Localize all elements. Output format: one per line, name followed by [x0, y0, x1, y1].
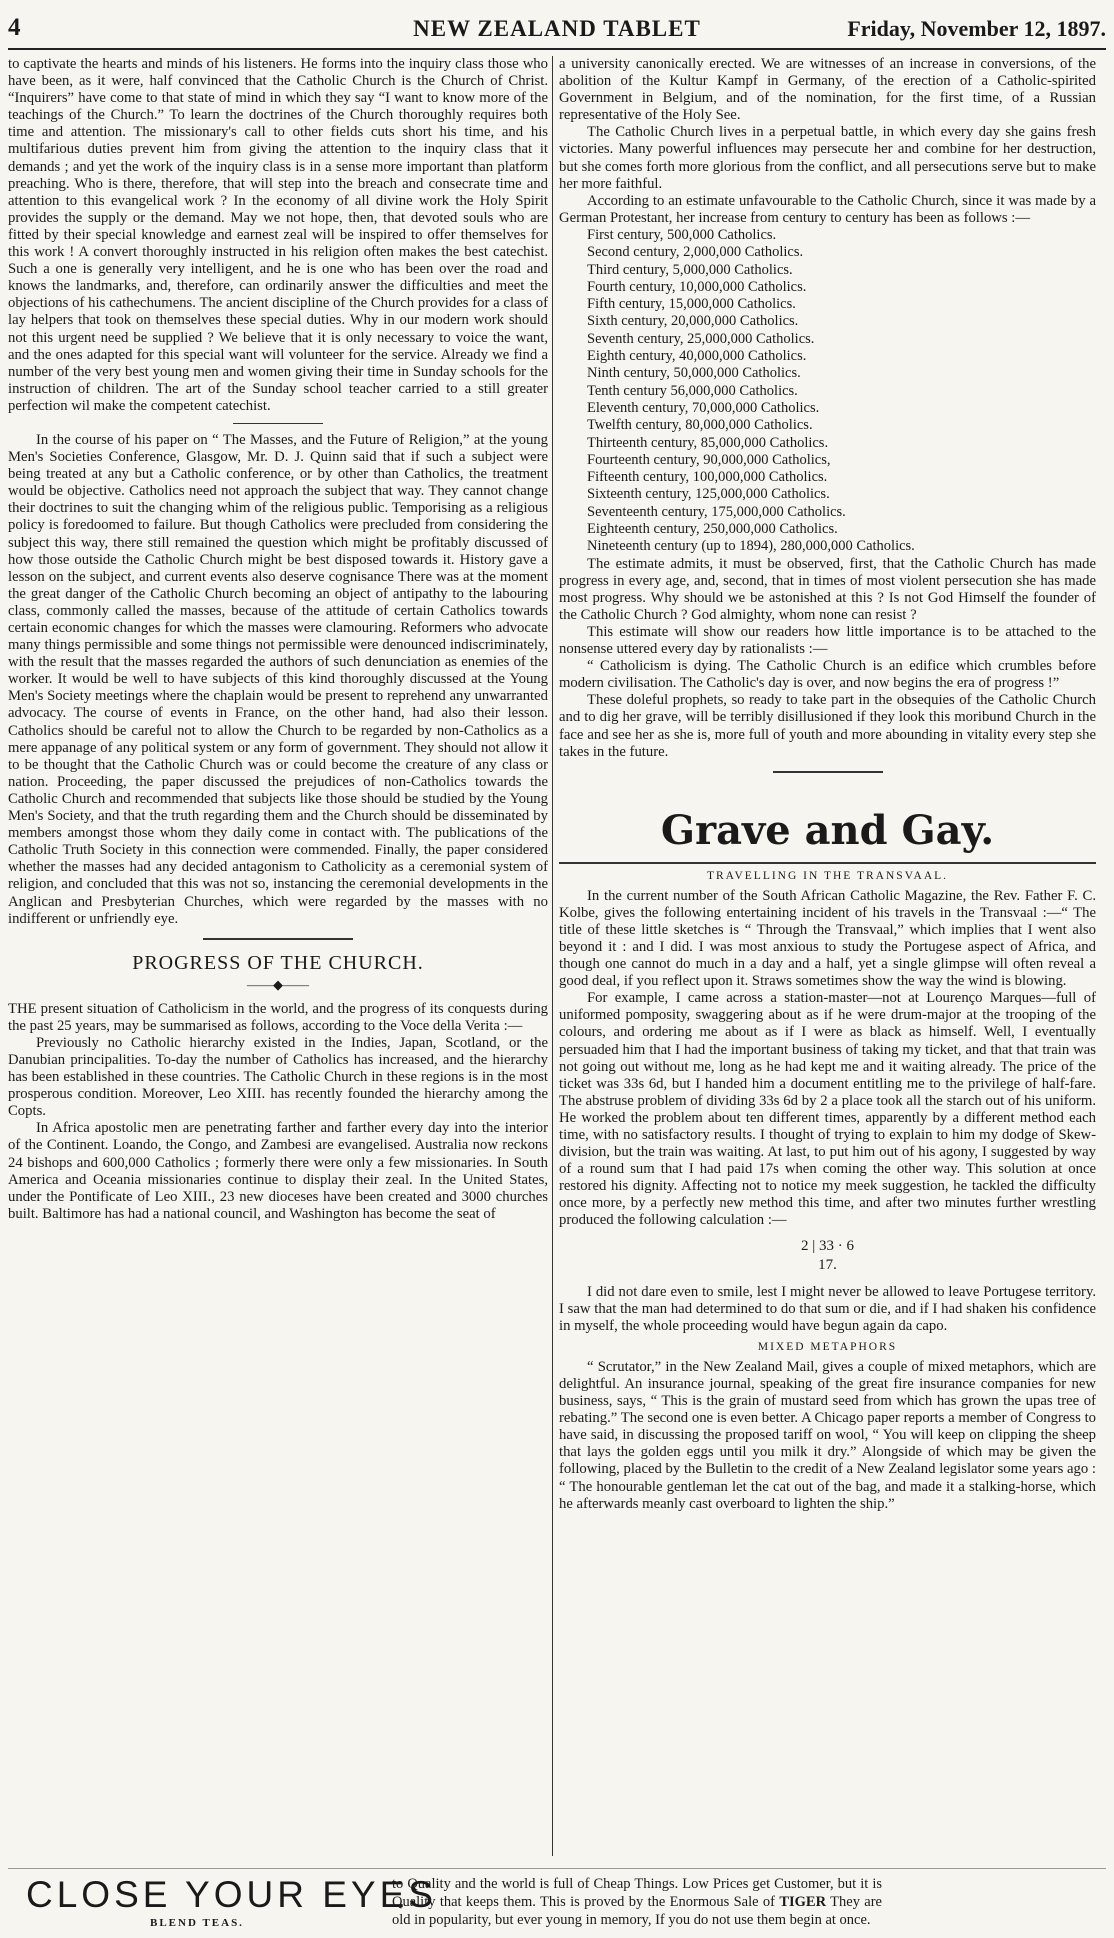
column-divider [552, 56, 553, 1856]
left-column [8, 56, 548, 1856]
estimate-intro: According to an estimate unfavourable to the Catholic Church, since it was made by a German Protestant, her increase from century to century has been as follows :— [559, 192, 1096, 226]
masses-paragraph: In the course of his paper on “ The Masses, and the Future of Religion,” at the young Men's Societies Conference, Glasgow, Mr. D. J. Quinn said that if such a subject were being treated at any but a Catholic conference, or by other than Catholics, the treatment would be objective. Catholics need not approach the subject that way. They cannot change their doctrines to suit the changing whim of the religious public. Temporising as a religious policy is foredoomed to failure. But though Catholics were precluded from considering the subject this way, there still remained the question which might be profitably discussed of how those outside the Catholic Church might be best disposed towards it. History gave a lesson on the subject, and current events also deserve cognisance There was at the moment the great danger of the Catholic Church becoming an object of antipathy to the labouring class, commonly called the masses, because of the attitude of certain Catholics towards certain economic changes for which the masses were clamouring. Reformers who advocate many things permissible and some things not permissible were denounced indiscriminately, with the result that the masses regarded the authors of such denunciation as enemies of the worker. It would be well to have subjects of this kind thoroughly discussed at the Young Men's Society meetings where the chaplain would be present to reprehend any unwarranted advocacy. The course of events in France, on the other hand, had also their lesson. Catholics should be careful not to allow the Church to be regarded by non-Catholics as a mere appanage of any political system or any form of government. They should not allow it to be thought that the Catholic Church was or could become the creature of any class or nation. Proceeding, the paper discussed the prejudices of non-Catholics towards the Catholic Church and recommended that subjects like those should be studied by the Young Men's Society, and that the truth regarding them and the Church should be disseminated by members amongst those whom they daily come in contact with. The publications of the Catholic Truth Society in this connection were commended. Finally, the paper considered whether the masses had any decided antagonism to Catholicity as a ceremonial system of religion, and concluded that this was not so, instancing the ceremonial developments in the Anglican and Presbyterian Churches, which were regarded by the masses with no indifferent or unfriendly eye. [8, 431, 548, 927]
list-item: Seventeenth century, 175,000,000 Catholics. [587, 503, 846, 520]
century-list [559, 227, 1096, 556]
travelling-heading: TRAVELLING IN THE TRANSVAAL. [706, 869, 949, 882]
list-item: Nineteenth century (up to 1894), 280,000,000 Catholics. [587, 538, 915, 555]
ad-body-text: to Quality and the world is full of Cheap Things. Low Prices get Customer, but it is Quality that keeps them. This is proved by the Enormous Sale of [392, 1876, 882, 1910]
list-item: Seventh century, 25,000,000 Catholics. [587, 330, 815, 347]
list-item: First century, 500,000 Catholics. [587, 226, 777, 243]
list-item: Third century, 5,000,000 Catholics. [587, 261, 793, 278]
ad-brand: TIGER [779, 1894, 827, 1910]
grave-and-gay-heading: Grave and Gay. [660, 806, 995, 854]
section-rule [773, 771, 883, 773]
list-item: Sixth century, 20,000,000 Catholics. [587, 313, 799, 330]
prophets-paragraph: These doleful prophets, so ready to take part in the obsequies of the Catholic Church and to dig her grave, will be terribly disillusioned if they look this moribund Church in the face and see her as she is, more full of youth and more abounding in vitality every step she takes in the future. [559, 692, 1096, 760]
list-item: Twelfth century, 80,000,000 Catholics. [587, 417, 813, 434]
calculation-result: 17. [818, 1256, 837, 1273]
da-capo-paragraph: I did not dare even to smile, lest I might never be allowed to leave Portugese territory. I saw that the man had determined to do that sum or die, and if I had shaken his confidence in myself, the whole proceeding would have begun again da capo. [559, 1283, 1096, 1334]
ad-body-text-2: They are old in popularity, but ever young in memory, If you do not use them begin at once. [392, 1894, 882, 1928]
ornament-divider: ——◆—— [247, 976, 309, 992]
list-item: Thirteenth century, 85,000,000 Catholics. [587, 434, 829, 451]
page-number: 4 [8, 14, 21, 41]
list-item: Fourth century, 10,000,000 Catholics. [587, 278, 807, 295]
list-item: Eighteenth century, 250,000,000 Catholics. [587, 520, 838, 537]
ad-body [392, 1875, 882, 1929]
calculation-line: 2 | 33 · 6 [801, 1237, 854, 1254]
list-item: Ninth century, 50,000,000 Catholics. [587, 365, 801, 382]
ad-headline: CLOSE YOUR EYES [26, 1874, 437, 1915]
list-item: Eighth century, 40,000,000 Catholics. [587, 348, 807, 365]
metaphors-paragraph: “ Scrutator,” in the New Zealand Mail, gives a couple of mixed metaphors, which are delightful. An insurance journal, speaking of the great fire insurance companies for new business, says, “ This is the grain of mustard seed from which has grown the upas tree of rebating.” The second one is even better. A Chicago paper reports a member of Congress to have said, in discussing the proposed tariff on wool, “ You will keep on clipping the sheep that lays the golden eggs until you milk it dry.” Alongside of which may be given the following, placed by the Bulletin to the credit of a New Zealand legislator some years ago : “ The honourable gentleman let the cat out of the bag, and made it a stalking-horse, which he afterwards meanly cast overboard to lighten the ship.” [559, 1358, 1096, 1512]
ad-subhead: BLEND TEAS. [150, 1917, 244, 1929]
progress-heading: PROGRESS OF THE CHURCH. [132, 951, 424, 974]
transvaal-paragraph: In the current number of the South African Catholic Magazine, the Rev. Father F. C. Kolbe, gives the following entertaining incident of his travels in the Transvaal :—“ The title of these little sketches is “ Through the Transvaal,” which implies that I went also beyond it : and I did. I was most anxious to study the Portugese aspect of Africa, and though one cannot do much in a day and a half, yet a single glimpse will often reveal a good deal, if you reflect upon it. Straws sometimes show the way the wind is blowing. [559, 887, 1096, 990]
list-item: Fourteenth century, 90,000,000 Catholics, [587, 451, 831, 468]
list-item: Eleventh century, 70,000,000 Catholics. [587, 399, 820, 416]
quote-paragraph: “ Catholicism is dying. The Catholic Church is an edifice which crumbles before modern civilisation. The Catholic's day is over, and now begins the era of progress !” [559, 658, 1096, 692]
africa-paragraph: In Africa apostolic men are penetrating farther and farther every day into the interior of the Continent. Loando, the Congo, and Zambesi are evangelised. Australia now reckons 24 bishops and 600,000 Catholics ; formerly there were only a few missionaries. In South America and Oceania missionaries continue to display their zeal. In the United States, under the Pontificate of Leo XIII., 23 new dioceses have been created and 3000 churches built. Baltimore has had a national council, and Washington has become the seat of [8, 1120, 548, 1222]
page-header [8, 14, 1106, 50]
mixed-metaphors-heading: MIXED METAPHORS [757, 1340, 898, 1353]
station-master-paragraph: For example, I came across a station-master—not at Lourenço Marques—full of uniformed pomposity, swaggering about as if he were drum-major at the trooping of the colours, and ordering me about as if I were as black as himself. Well, I eventually persuaded him that I had the important business of taking my ticket, and that that train was not going out without me, long as he had kept me and it waiting already. The price of the ticket was 33s 6d, but I handed him a document entitling me to the privilege of half-fare. The abstruse problem of dividing 33s 6d by 2 a place took all the starch out of his uniform. He worked the problem about ten different times, apparently by a different method each time, with no satisfactory results. I thought of trying to explain to him my dodge of Skew-division, but the train was waiting. At last, to put him out of his agony, I suggested by way of a round sum that I had paid 17s when coming the other way. This solution at once restored his dignity. Affecting not to notice my meek suggestion, he tackled the difficulty once more, by a perfectly new method this time, and after two minutes further wrestling produced the following calculation :— [559, 990, 1096, 1229]
list-item: Tenth century 56,000,000 Catholics. [587, 382, 798, 399]
short-rule [233, 423, 323, 424]
heading-rule [559, 862, 1096, 864]
list-item: Sixteenth century, 125,000,000 Catholics. [587, 486, 830, 503]
list-item: Second century, 2,000,000 Catholics. [587, 244, 804, 261]
progress-intro: THE present situation of Catholicism in the world, and the progress of its conquests during the past 25 years, may be summarised as follows, according to the Voce della Verita :— [8, 1000, 548, 1034]
section-rule [203, 938, 353, 940]
hierarchy-paragraph: Previously no Catholic hierarchy existed in the Indies, Japan, Scotland, or the Danubian principalities. To-day the number of Catholics has increased, and the hierarchy has been established in these countries. The Catholic Church in these regions is in the most prosperous condition. Moreover, Leo XIII. has recently founded the hierarchy among the Copts. [8, 1034, 548, 1120]
list-item: Fifth century, 15,000,000 Catholics. [587, 296, 796, 313]
university-paragraph: a university canonically erected. We are witnesses of an increase in conversions, of the abolition of the Kultur Kampf in Germany, of the erection of a Catholic-spirited Government in Belgium, and of the nomination, for the first time, of a Russian representative of the Holy See. [559, 56, 1096, 124]
list-item: Fifteenth century, 100,000,000 Catholics. [587, 469, 828, 486]
battle-paragraph: The Catholic Church lives in a perpetual battle, in which every day she gains fresh victories. Many powerful influences may persecute her and combine for her destruction, but she comes forth more glorious from the conflict, and all persecutions serve but to make her more faithful. [559, 124, 1096, 192]
right-column [559, 56, 1096, 1856]
rationalists-paragraph: This estimate will show our readers how little importance is to be attached to the nonsense uttered every day by rationalists :— [559, 623, 1096, 658]
masthead-title: NEW ZEALAND TABLET [413, 16, 701, 41]
inquiry-class-paragraph: to captivate the hearts and minds of his listeners. He forms into the inquiry class those who have been, as it were, half convinced that the Catholic Church is the Church of Christ. “Inquirers” have come to that state of mind in which they say “I want to know more of the teachings of the Church.” To learn the doctrines of the Church thoroughly requires both time and attention. The missionary's call to other fields cuts short his time, and his multifarious duties prevent him from giving the attention to the inquiry class that it demands ; and yet the work of the inquiry class is in a sense more important than platform preaching. Who is there, therefore, that will step into the breach and consecrate time and attention to this evangelical work ? In the economy of all divine work the Holy Spirit provides the supply or the demand. May we not hope, then, that devoted souls who are fitted by their special knowledge and earnest zeal will be inspired to offer themselves for this work ! A convert thoroughly instructed in his religion often makes the best catechist. Such a one is generally very intelligent, and he is one who has been over the road and knows the landmarks, and, therefore, can ordinarily answer the difficulties and meet the objections of his cathechumens. The ancient discipline of the Church provides for a class of lay helpers that took on themselves these special duties. Why in our modern work should not this urgent need be supplied ? We believe that it is only necessary to voice the want, and the ones adapted for this special want will volunteer for the service. Already we find a number of the very best young men and women giving their time in Sunday schools for the instruction of children. The art of the Sunday school teacher carried to a still greater perfection wil make the competent catechist. [8, 56, 548, 414]
estimate-admits-paragraph: The estimate admits, it must be observed, first, that the Catholic Church has made progress in every age, and, second, that in times of most violent persecution she has made most progress. Why should we be astonished at this ? Is not God Himself the founder of the Catholic Church ? God almighty, whom none can resist ? [559, 555, 1096, 623]
issue-date: Friday, November 12, 1897. [847, 16, 1106, 41]
advertisement-footer [8, 1868, 1106, 1933]
